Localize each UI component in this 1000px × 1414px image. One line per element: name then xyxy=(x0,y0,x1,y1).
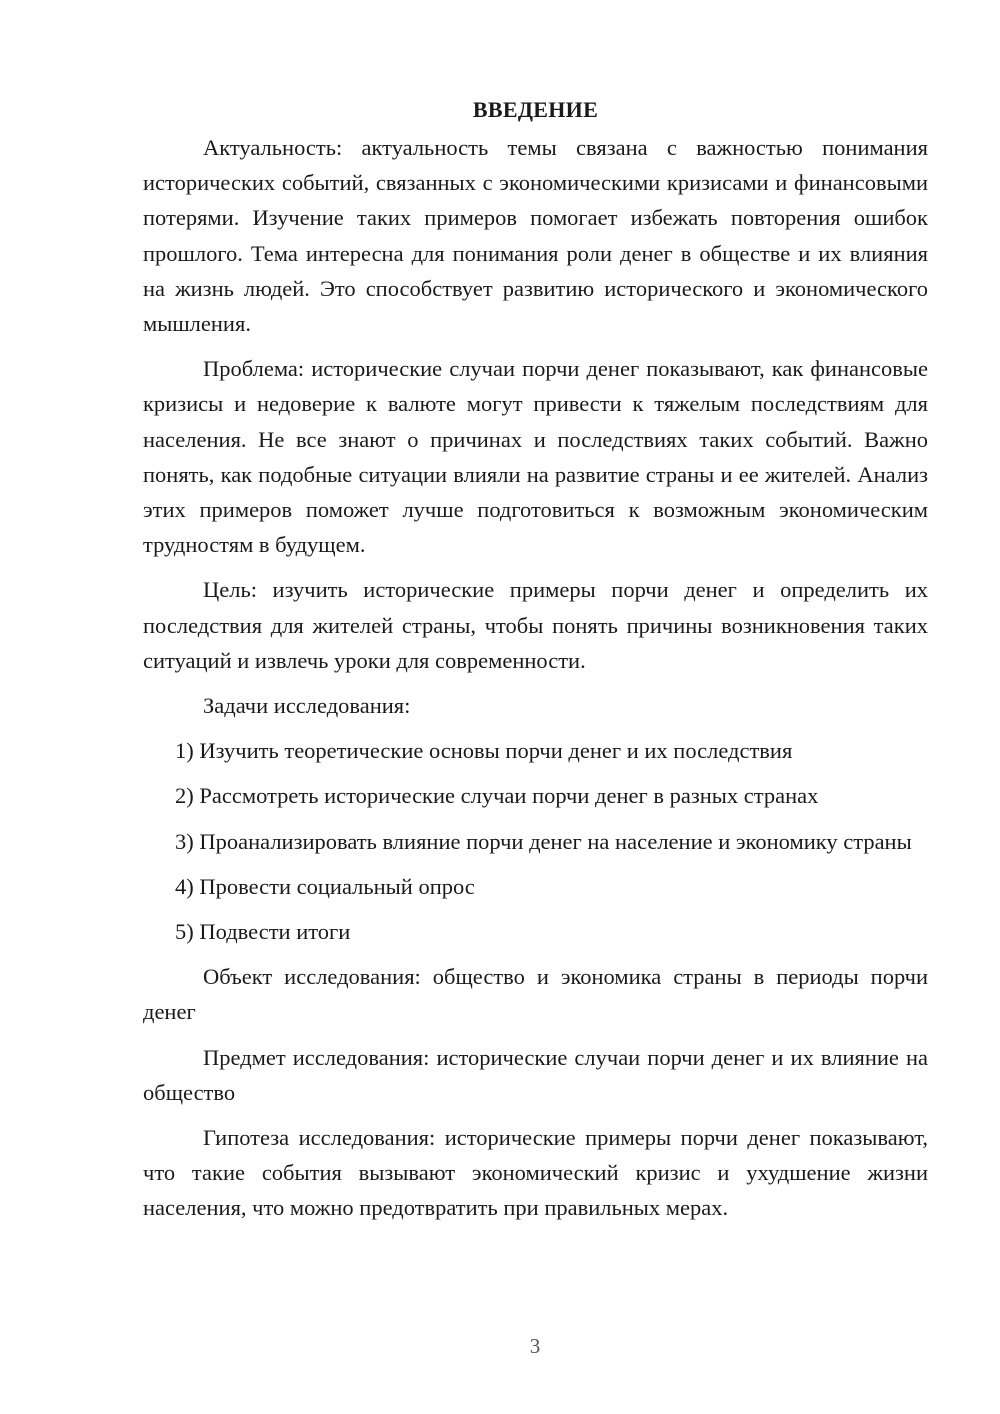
task-item-4: 4) Провести социальный опрос xyxy=(175,873,475,899)
relevance-paragraph: Актуальность: актуальность темы связана с важностью понимания исторических событий, связанных с экономическими кризисами и финансовыми потерями. Изучение таких примеров помогает избежать повторения ошибок прошлого. Тема интересна для понимания роли денег в обществе и их влияния на жизнь людей. Это способствует развитию исторического и экономического мышления. xyxy=(143,135,928,337)
problem-paragraph: Проблема: исторические случаи порчи денег показывают, как финансовые кризисы и недоверие к валюте могут привести к тяжелым последствиям для населения. Не все знают о причинах и последствиях таких событий. Важно понять, как подобные ситуации влияли на развитие страны и ее жителей. Анализ этих примеров поможет лучше подготовиться к возможным экономическим трудностям в будущем. xyxy=(143,356,928,558)
task-item-1: 1) Изучить теоретические основы порчи денег и их последствия xyxy=(175,738,793,764)
hypothesis-paragraph: Гипотеза исследования: исторические примеры порчи денег показывают, что такие события вызывают экономический кризис и ухудшение жизни населения, что можно предотвратить при правильных мерах. xyxy=(143,1125,928,1221)
tasks-title: Задачи исследования: xyxy=(203,693,411,719)
section-heading: ВВЕДЕНИЕ xyxy=(472,97,599,122)
object-paragraph: Объект исследования: общество и экономика страны в периоды порчи денег xyxy=(143,964,928,1025)
task-item-5: 5) Подвести итоги xyxy=(175,919,351,945)
page-content xyxy=(143,92,928,1236)
page-number: 3 xyxy=(529,1334,541,1358)
task-item-3: 3) Проанализировать влияние порчи денег на население и экономику страны xyxy=(175,828,912,854)
goal-paragraph: Цель: изучить исторические примеры порчи денег и определить их последствия для жителей страны, чтобы понять причины возникновения таких ситуаций и извлечь уроки для современности. xyxy=(143,577,928,673)
task-item-2: 2) Рассмотреть исторические случаи порчи денег в разных странах xyxy=(175,783,819,809)
subject-paragraph: Предмет исследования: исторические случаи порчи денег и их влияние на общество xyxy=(143,1044,928,1105)
